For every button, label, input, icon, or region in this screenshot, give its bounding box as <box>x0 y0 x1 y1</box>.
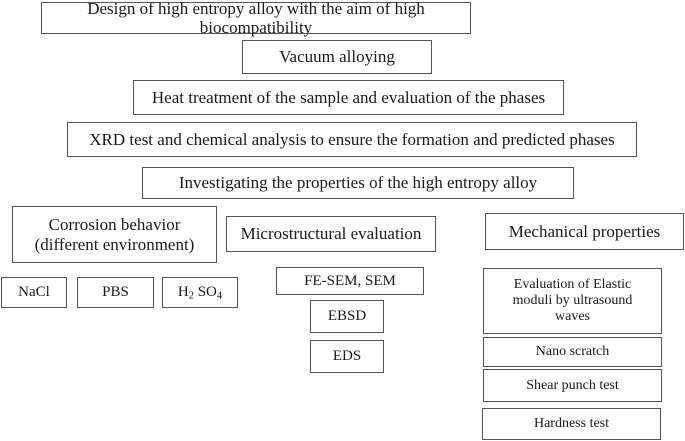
step-vacuum-alloying-box <box>242 40 432 74</box>
micro-ebsd-box <box>310 300 384 333</box>
mech-elastic-line3: waves <box>555 308 590 324</box>
mech-nano-scratch-label: Nano scratch <box>535 344 610 360</box>
step-design-label: Design of high entropy alloy with the aim of high biocompatibility <box>87 0 425 37</box>
mech-nano-scratch-box <box>483 337 662 367</box>
mech-elastic-moduli-box <box>483 268 662 334</box>
micro-ebsd-label: EBSD <box>327 308 367 325</box>
corrosion-h2so4-label: $H_2$ $SO_4$ <box>177 284 223 302</box>
step-vacuum-alloying-label: Vacuum alloying <box>279 47 395 67</box>
micro-eds-label: EDS <box>332 348 362 365</box>
corrosion-nacl-box <box>1 277 67 308</box>
step-xrd-box <box>67 122 637 157</box>
mech-hardness-label: Hardness test <box>533 416 610 432</box>
corrosion-h2so4-box <box>162 277 238 308</box>
mech-shear-punch-box <box>483 369 662 402</box>
mech-elastic-line1: Evaluation of Elastic <box>513 277 632 293</box>
mech-hardness-box <box>482 408 661 440</box>
corrosion-nacl-label: NaCl <box>18 284 50 301</box>
corrosion-behavior-box <box>12 206 217 263</box>
step-design-box <box>41 0 471 37</box>
micro-eds-box <box>310 340 384 373</box>
step-heat-treatment-label: Heat treatment of the sample and evaluation of the phases <box>151 87 546 107</box>
corrosion-title-line2: (different environment) <box>34 234 195 254</box>
corrosion-pbs-label: PBS <box>102 284 129 301</box>
step-investigating-label: Investigating the properties of the high entropy alloy <box>178 173 538 193</box>
step-heat-treatment-box <box>133 80 564 115</box>
microstructural-evaluation-label: Microstructural evaluation <box>240 224 422 244</box>
step-investigating-box <box>142 167 574 199</box>
corrosion-title-line1: Corrosion behavior <box>48 215 181 235</box>
mechanical-properties-box <box>485 213 684 250</box>
mech-elastic-line2: moduli by ultrasound <box>512 293 633 309</box>
mech-shear-punch-label: Shear punch test <box>526 377 619 393</box>
micro-fesem-box <box>276 267 424 295</box>
micro-fesem-label: FE-SEM, SEM <box>304 272 396 289</box>
step-xrd-label: XRD test and chemical analysis to ensure the formation and predicted phases <box>89 129 615 149</box>
mechanical-properties-label: Mechanical properties <box>508 221 661 241</box>
corrosion-pbs-box <box>77 277 154 308</box>
microstructural-evaluation-box <box>226 216 436 252</box>
